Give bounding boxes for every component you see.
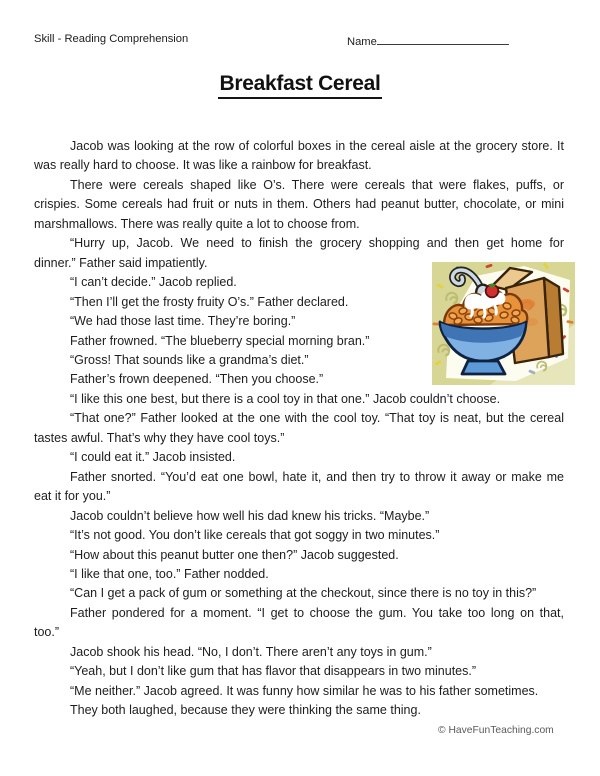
copyright-text: © HaveFunTeaching.com (438, 725, 554, 736)
story-line: They both laughed, because they were thinking the same thing. (70, 703, 421, 718)
story-line: “I can’t decide.” Jacob replied. (70, 275, 237, 290)
story-line: “I could eat it.” Jacob insisted. (70, 450, 236, 465)
story-line: “Me neither.” Jacob agreed. It was funny how similar he was to his father sometimes. (70, 683, 539, 698)
story-line: was really hard to choose. It was like a rainbow for breakfast. (34, 158, 372, 173)
story-line: “How about this peanut butter one then?” Jacob suggested. (70, 547, 399, 562)
name-blank-field (377, 33, 509, 45)
story-text (34, 137, 564, 721)
story-line: crispies. Some cereals had fruit or nuts in them. Others had peanut butter, chocolate, or mini (34, 197, 564, 212)
page-title: Breakfast Cereal (218, 72, 383, 99)
name-field-group (347, 33, 509, 48)
story-line: “Gross! That sounds like a grandma’s diet.” (70, 352, 309, 367)
story-line: “It’s not good. You don’t like cereals that got soggy in two minutes.” (70, 528, 440, 543)
story-line: Father’s frown deepened. “Then you choose.” (70, 372, 324, 387)
story-line: dinner.” Father said impatiently. (34, 255, 208, 270)
title-row (0, 72, 600, 99)
story-line: eat it for you.” (34, 489, 111, 504)
story-line: Jacob was looking at the row of colorful boxes in the cereal aisle at the grocery store. It (70, 139, 564, 153)
story-line: There were cereals shaped like O’s. There were cereals that were flakes, puffs, or (70, 177, 564, 192)
strawberry-icon (486, 284, 499, 298)
skill-label: Skill - Reading Comprehension (34, 33, 189, 45)
story-line: Jacob couldn’t believe how well his dad knew his tricks. “Maybe.” (70, 508, 430, 523)
story-line: “I like that one, too.” Father nodded. (70, 566, 269, 581)
story-line: “Can I get a pack of gum or something at the checkout, since there is no toy in this?” (70, 586, 537, 601)
story-line: Father snorted. “You’d eat one bowl, hate it, and then try to throw it away or make me (70, 469, 564, 484)
story-line: tastes awful. That’s why they have cool toys.” (34, 430, 285, 445)
cereal-bowl-illustration (432, 262, 575, 385)
story-line: “That one?” Father looked at the one with the cool toy. “That toy is neat, but the cereal (70, 411, 564, 426)
story-line: “Then I’ll get the frosty fruity O’s.” Father declared. (70, 294, 349, 309)
story-line: marshmallows. There was really quite a lot to choose from. (34, 216, 360, 231)
story-line: too.” (34, 625, 60, 640)
story-line: “I like this one best, but there is a cool toy in that one.” Jacob couldn’t choose. (70, 391, 501, 406)
story-line: Father frowned. “The blueberry special morning bran.” (70, 333, 370, 348)
story-line: Jacob shook his head. “No, I don’t. There aren’t any toys in gum.” (70, 644, 432, 659)
name-label: Name (347, 36, 377, 48)
story-line: “We had those last time. They’re boring.” (70, 314, 296, 329)
story-line: Father pondered for a moment. “I get to choose the gum. You take too long on that, (70, 605, 564, 620)
story-line: “Hurry up, Jacob. We need to finish the grocery shopping and then get home for (70, 236, 564, 251)
story-line: “Yeah, but I don’t like gum that has flavor that disappears in two minutes.” (70, 664, 477, 679)
